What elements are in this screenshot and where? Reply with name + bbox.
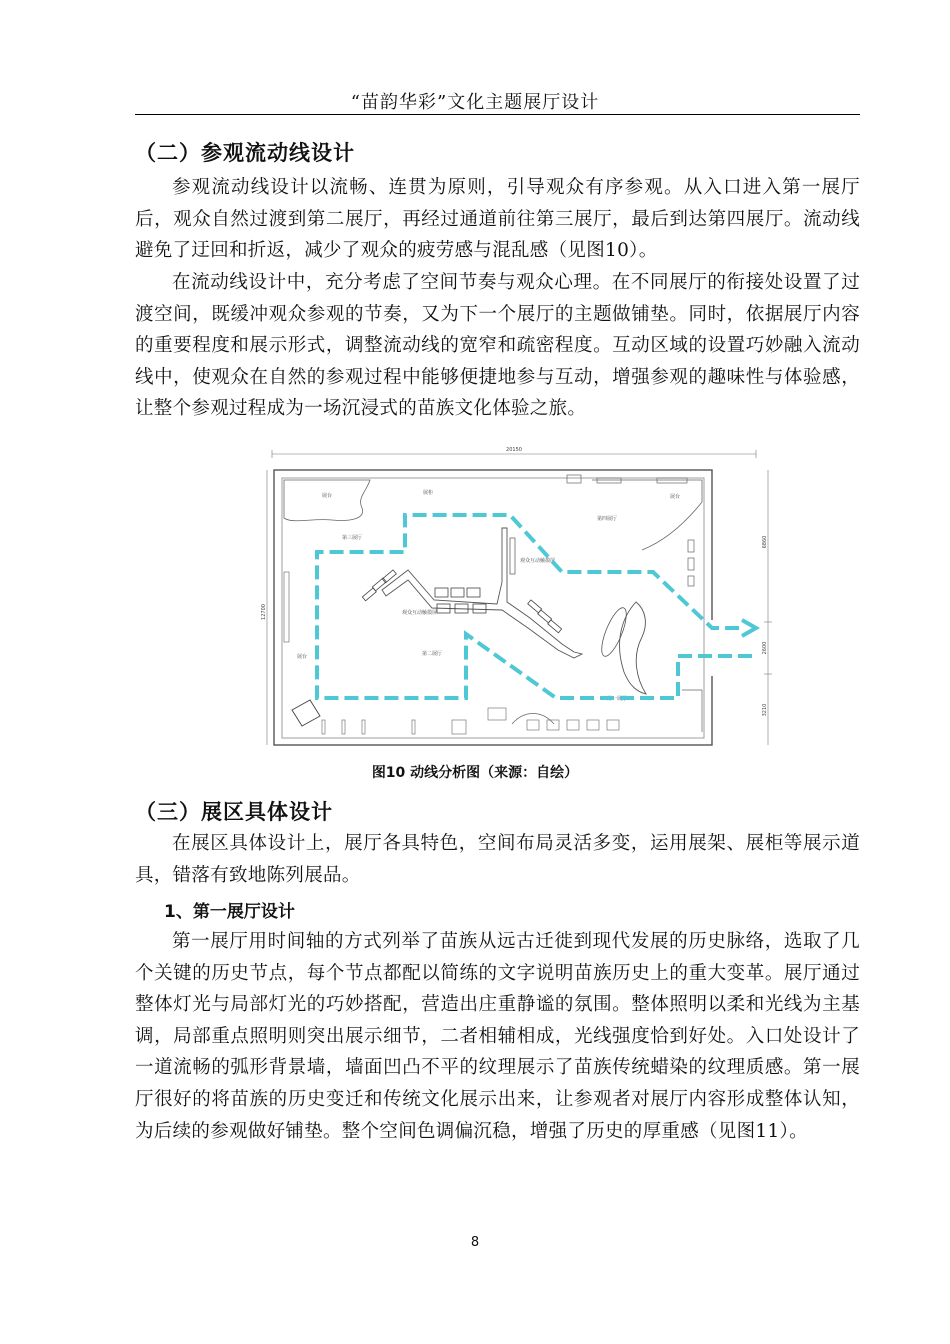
paragraph: 第一展厅用时间轴的方式列举了苗族从远古迁徙到现代发展的历史脉络，选取了几个关键的历史节点，每个节点都配以简练的文字说明苗族历史上的重大变革。展厅通过整体灯光与局部灯光的巧妙搭配，营造出庄重静谧的氛围。整体照明以柔和光线为主基调，局部重点照明则突出展示细节，二者相辅相成，光线强度恰到好处。入口处设计了一道流畅的弧形背景墙，墙面凹凸不平的纹理展示了苗族传统蜡染的纹理质感。第一展厅很好的将苗族的历史变迁和传统文化展示出来，让参观者对展厅内容形成整体认知，为后续的参观做好铺垫。整个空间色调偏沉稳，增强了历史的厚重感（见图11）。 [135, 931, 860, 1142]
figure-caption: 图10 动线分析图（来源：自绘） [371, 765, 579, 781]
label-hall-one: 第一展厅 [607, 696, 628, 702]
visitor-flow-line [317, 515, 752, 698]
paragraph: 在展区具体设计上，展厅各具特色，空间布局灵活多变，运用展架、展柜等展示道具，错落有致地陈列展品。 [135, 833, 860, 886]
label-hall-two: 第二展厅 [422, 651, 443, 657]
dimension-right-bottom: 3210 [762, 703, 768, 717]
label-platform-b: 展台 [670, 494, 681, 500]
dimension-right-top: 6860 [762, 535, 768, 549]
flow-analysis-figure [262, 442, 772, 758]
label-platform-a: 展台 [322, 493, 333, 499]
label-hall-four: 第四展厅 [597, 516, 618, 522]
flow-arrow-icon [742, 620, 756, 636]
section-heading-zones: （三）展区具体设计 [135, 800, 333, 824]
label-interactive-a: 观众互动触摸屏 [402, 610, 438, 616]
label-platform-d: 展柜 [423, 490, 434, 496]
paragraph: 在流动线设计中，充分考虑了空间节奏与观众心理。在不同展厅的衔接处设置了过渡空间，既缓冲观众参观的节奏，又为下一个展厅的主题做铺垫。同时，依据展厅内容的重要程度和展示形式，调整流动线的宽窄和疏密程度。互动区域的设置巧妙融入流动线中，使观众在自然的参观过程中能够便捷地参与互动，增强参观的趣味性与体验感，让整个参观过程成为一场沉浸式的苗族文化体验之旅。 [135, 272, 860, 420]
floor-plan-diagram [262, 442, 772, 754]
running-header: “苗韵华彩”文化主题展厅设计 [350, 92, 600, 113]
dimension-top: 20150 [506, 447, 522, 453]
dimension-right-mid: 2600 [762, 641, 768, 655]
dimension-left: 12700 [261, 604, 267, 620]
header-rule [135, 114, 860, 115]
page-number: 8 [470, 1235, 480, 1250]
label-interactive-b: 观众互动触摸屏 [520, 558, 556, 564]
label-hall-three: 第三展厅 [342, 535, 363, 541]
paragraph: 参观流动线设计以流畅、连贯为原则，引导观众有序参观。从入口进入第一展厅后，观众自然过渡到第二展厅，再经过通道前往第三展厅，最后到达第四展厅。流动线避免了迂回和折返，减少了观众的疲劳感与混乱感（见图10）。 [135, 177, 860, 262]
label-platform-c: 展台 [297, 654, 308, 660]
section-heading-flow: （二）参观流动线设计 [135, 141, 355, 165]
subsection-heading-hall-one: 1、第一展厅设计 [164, 902, 295, 922]
